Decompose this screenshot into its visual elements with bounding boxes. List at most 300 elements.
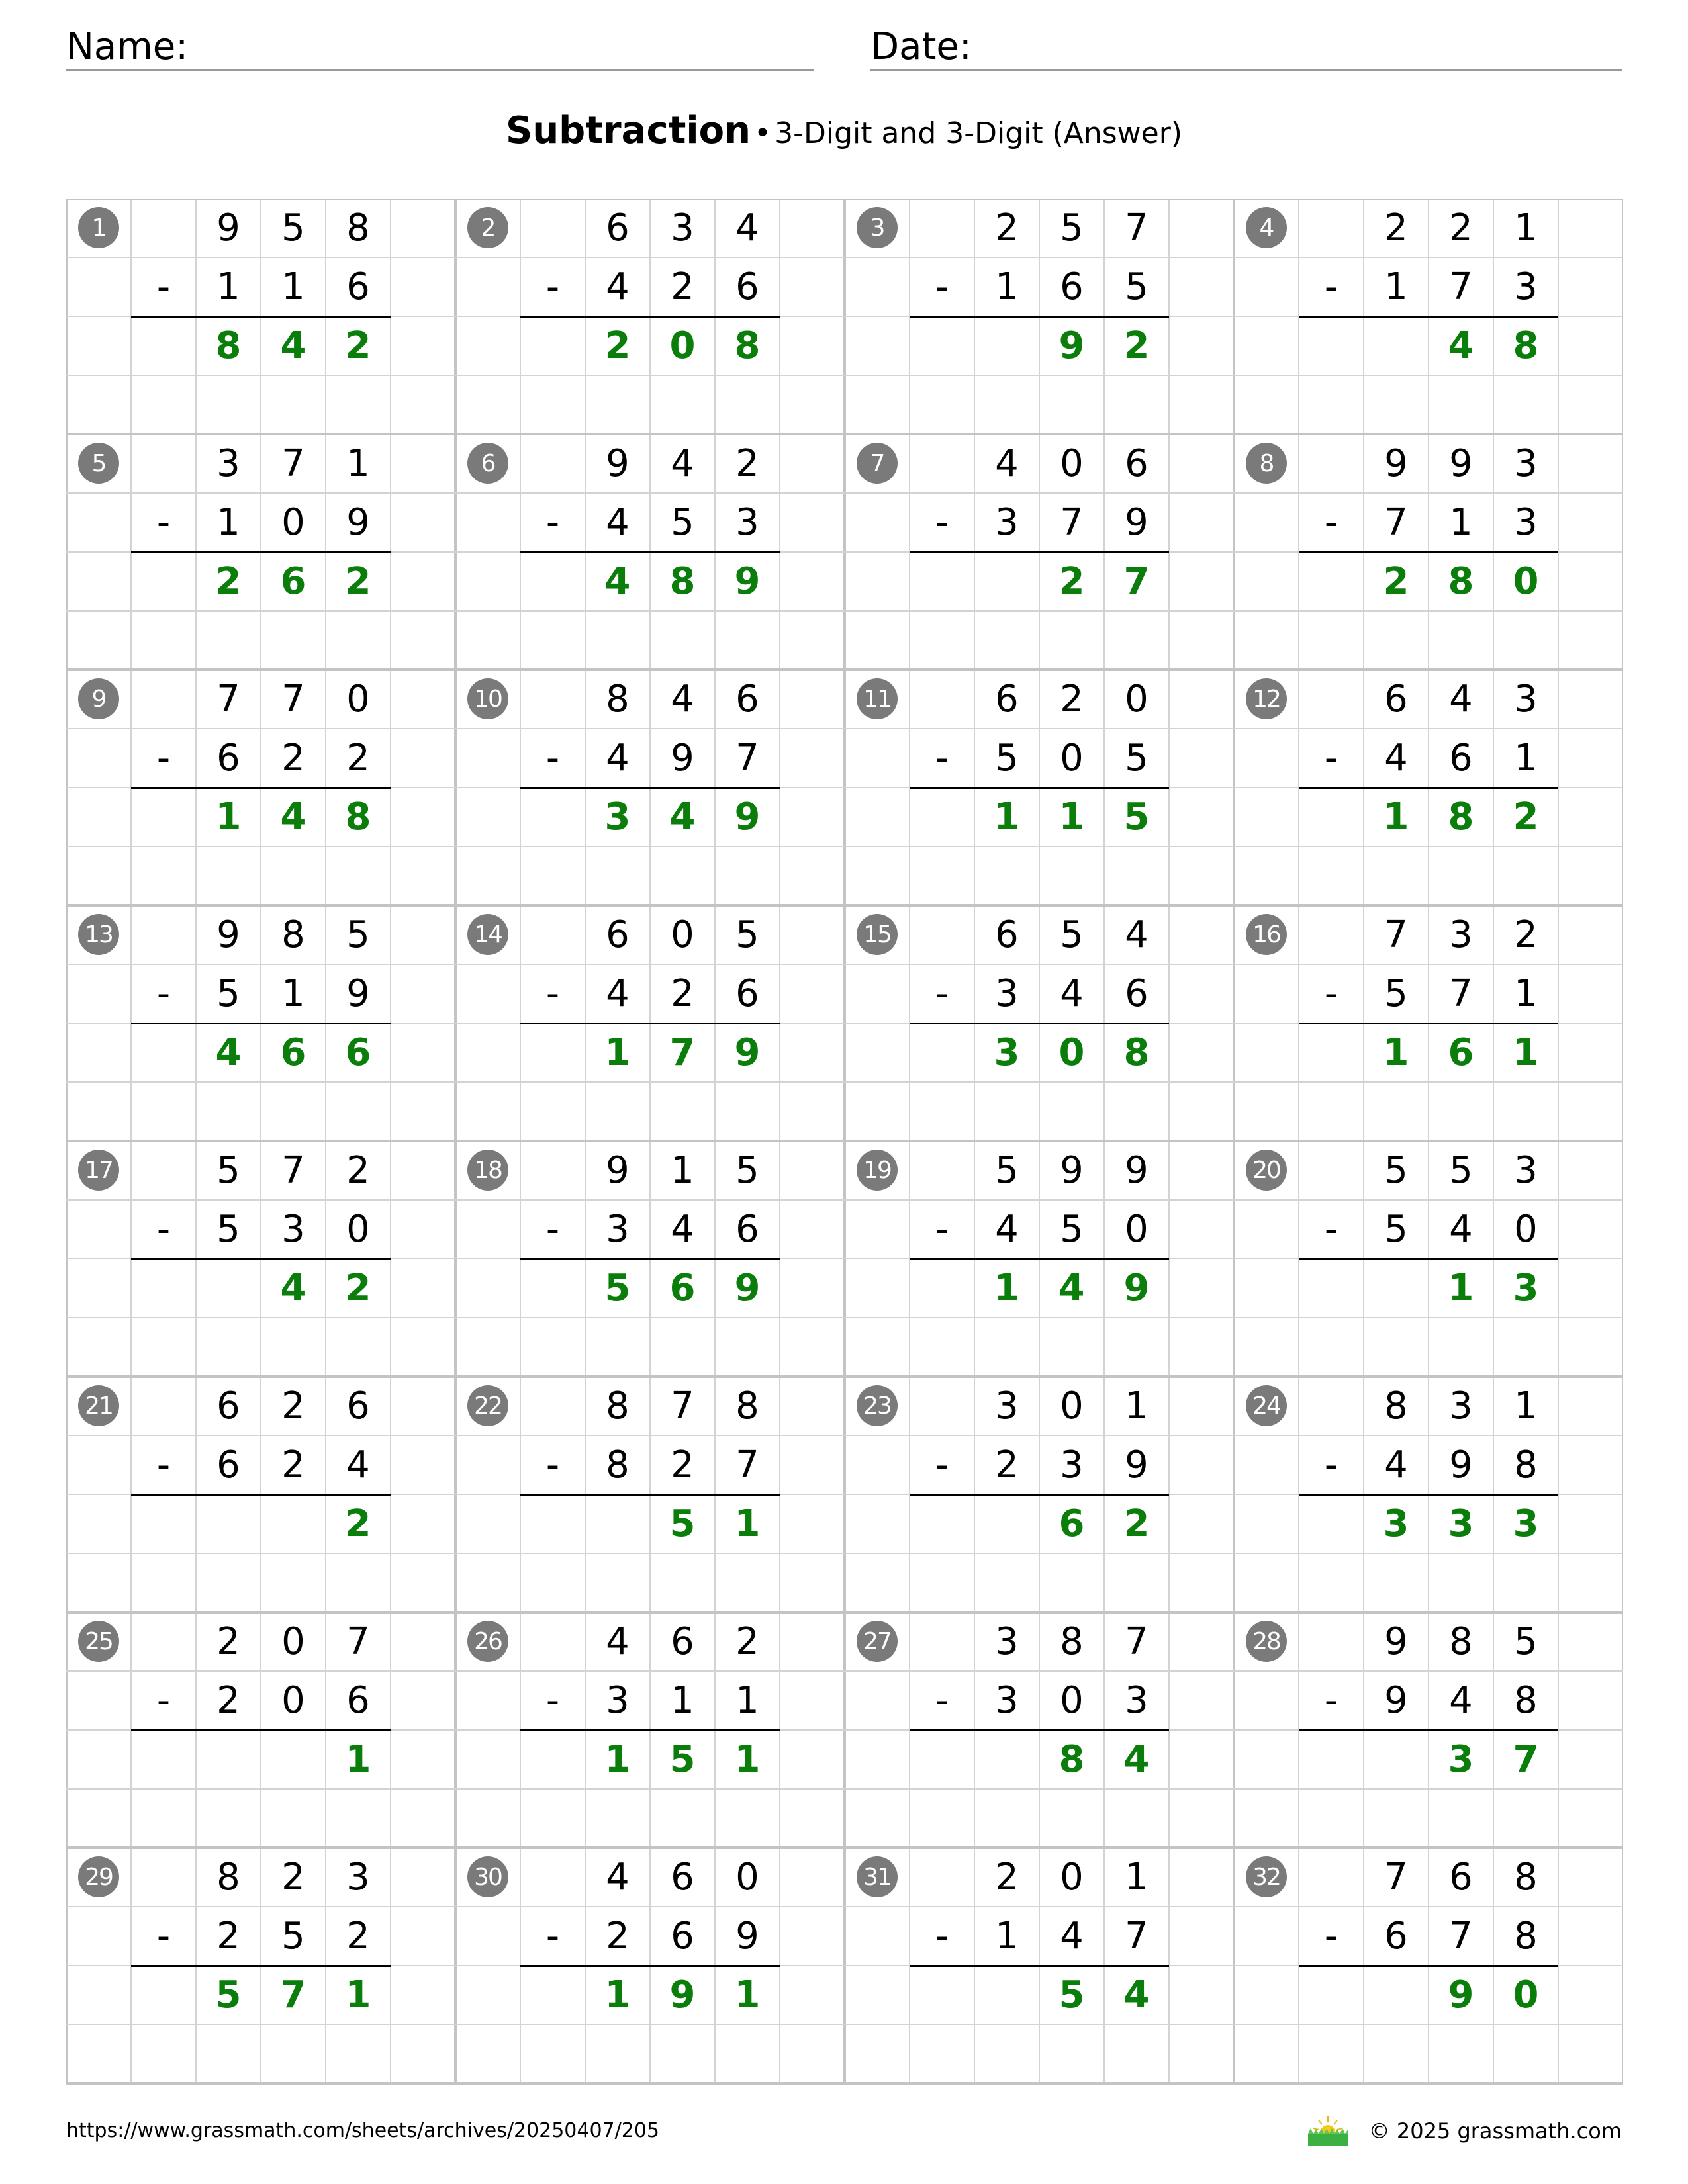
subtrahend-digit: 4 [1060, 972, 1084, 1015]
minuend-digit: 4 [1449, 677, 1473, 721]
answer-digit: 9 [1123, 1266, 1150, 1310]
subtrahend-digit: 6 [735, 265, 759, 308]
minuend-digit: 3 [1449, 913, 1473, 956]
minuend-digit: 1 [1514, 1384, 1538, 1428]
subtrahend-digit: 4 [671, 1207, 694, 1251]
answer-digit: 2 [345, 1266, 371, 1310]
minus-sign: - [935, 500, 949, 544]
subtrahend-digit: 5 [1384, 1207, 1408, 1251]
minuend-digit: 1 [1125, 1384, 1149, 1428]
minus-sign: - [1324, 265, 1338, 308]
subtrahend-digit: 9 [346, 972, 370, 1015]
subtrahend-digit: 6 [1449, 736, 1473, 780]
minus-sign: - [156, 1914, 171, 1958]
answer-digit: 5 [604, 1266, 631, 1310]
minuend-digit: 9 [606, 441, 630, 485]
answer-digit: 4 [215, 1030, 242, 1074]
problem-number-badge: 2 [467, 207, 508, 248]
minuend-digit: 2 [1449, 206, 1473, 250]
answer-digit: 2 [345, 559, 371, 603]
minuend-digit: 7 [281, 441, 305, 485]
problem-number-badge: 6 [467, 443, 508, 484]
minuend-digit: 9 [216, 206, 240, 250]
problem-number-badge: 19 [857, 1150, 898, 1191]
minuend-digit: 2 [1384, 206, 1408, 250]
subtrahend-digit: 8 [1514, 1443, 1538, 1486]
subtrahend-digit: 4 [606, 972, 630, 1015]
minus-sign: - [156, 265, 171, 308]
minuend-digit: 2 [346, 1148, 370, 1192]
minuend-digit: 8 [281, 913, 305, 956]
minuend-digit: 5 [216, 1148, 240, 1192]
minus-sign: - [156, 500, 171, 544]
answer-digit: 4 [669, 795, 696, 839]
answer-digit: 2 [1123, 1502, 1150, 1545]
answer-digit: 6 [1058, 1502, 1085, 1545]
answer-digit: 9 [1058, 324, 1085, 367]
minus-sign: - [1324, 500, 1338, 544]
minuend-digit: 3 [346, 1855, 370, 1899]
answer-digit: 2 [604, 324, 631, 367]
answer-digit: 8 [215, 324, 242, 367]
subtrahend-digit: 3 [606, 1678, 630, 1722]
subtrahend-digit: 2 [606, 1914, 630, 1958]
problem-number-badge: 29 [78, 1856, 119, 1897]
answer-digit: 1 [215, 795, 242, 839]
subtrahend-digit: 2 [346, 736, 370, 780]
answer-digit: 9 [734, 1030, 761, 1074]
minuend-digit: 6 [671, 1619, 694, 1663]
minuend-digit: 9 [1125, 1148, 1149, 1192]
answer-digit: 0 [669, 324, 696, 367]
subtrahend-digit: 7 [1125, 1914, 1149, 1958]
problem-number-badge: 31 [857, 1856, 898, 1897]
subtrahend-digit: 8 [1514, 1914, 1538, 1958]
subtrahend-digit: 9 [735, 1914, 759, 1958]
subtrahend-digit: 6 [216, 736, 240, 780]
subtrahend-digit: 3 [1125, 1678, 1149, 1722]
answer-digit: 1 [1448, 1266, 1474, 1310]
subtrahend-digit: 5 [216, 972, 240, 1015]
minuend-digit: 5 [995, 1148, 1019, 1192]
answer-digit: 1 [994, 1266, 1020, 1310]
subtrahend-digit: 9 [346, 500, 370, 544]
minus-sign: - [935, 736, 949, 780]
minus-sign: - [935, 1678, 949, 1722]
date-field[interactable] [870, 20, 1622, 71]
minuend-digit: 6 [606, 913, 630, 956]
minuend-digit: 5 [735, 913, 759, 956]
minuend-digit: 0 [1060, 1855, 1084, 1899]
answer-digit: 8 [1448, 559, 1474, 603]
subtrahend-digit: 3 [995, 1678, 1019, 1722]
minuend-digit: 7 [281, 1148, 305, 1192]
answer-digit: 8 [669, 559, 696, 603]
problem-number-badge: 14 [467, 914, 508, 955]
problem-number-badge: 7 [857, 443, 898, 484]
answer-digit: 3 [604, 795, 631, 839]
minus-sign: - [935, 1207, 949, 1251]
minuend-digit: 2 [995, 206, 1019, 250]
minus-sign: - [156, 1207, 171, 1251]
problem-number-badge: 28 [1246, 1621, 1287, 1662]
answer-digit: 3 [994, 1030, 1020, 1074]
subtrahend-digit: 3 [1060, 1443, 1084, 1486]
subtrahend-digit: 5 [281, 1914, 305, 1958]
minuend-digit: 4 [606, 1855, 630, 1899]
minuend-digit: 0 [671, 913, 694, 956]
minuend-digit: 7 [671, 1384, 694, 1428]
minuend-digit: 4 [606, 1619, 630, 1663]
minuend-digit: 6 [1449, 1855, 1473, 1899]
minuend-digit: 8 [1384, 1384, 1408, 1428]
minuend-digit: 1 [671, 1148, 694, 1192]
answer-digit: 6 [345, 1030, 371, 1074]
minuend-digit: 4 [995, 441, 1019, 485]
minus-sign: - [1324, 1207, 1338, 1251]
minuend-digit: 6 [216, 1384, 240, 1428]
title-subtitle: 3-Digit and 3-Digit (Answer) [774, 116, 1182, 150]
subtrahend-digit: 0 [281, 500, 305, 544]
answer-digit: 7 [1123, 559, 1150, 603]
answer-digit: 9 [734, 559, 761, 603]
problem-number-badge: 16 [1246, 914, 1287, 955]
answer-digit: 3 [1513, 1502, 1539, 1545]
subtrahend-digit: 7 [1384, 500, 1408, 544]
subtrahend-digit: 0 [1060, 1678, 1084, 1722]
subtrahend-digit: 4 [1060, 1914, 1084, 1958]
answer-digit: 3 [1448, 1737, 1474, 1781]
answer-digit: 5 [215, 1973, 242, 2017]
minuend-digit: 8 [606, 1384, 630, 1428]
answer-digit: 8 [1058, 1737, 1085, 1781]
answer-digit: 7 [280, 1973, 306, 2017]
problem-number-badge: 1 [78, 207, 119, 248]
minuend-digit: 5 [1514, 1619, 1538, 1663]
problem-number-badge: 9 [78, 678, 119, 719]
minuend-digit: 0 [735, 1855, 759, 1899]
answer-digit: 7 [669, 1030, 696, 1074]
minus-sign: - [156, 972, 171, 1015]
minuend-digit: 2 [735, 441, 759, 485]
answer-digit: 6 [280, 559, 306, 603]
minuend-digit: 8 [216, 1855, 240, 1899]
minuend-digit: 1 [346, 441, 370, 485]
minuend-digit: 8 [606, 677, 630, 721]
subtrahend-digit: 6 [735, 1207, 759, 1251]
minuend-digit: 4 [1125, 913, 1149, 956]
answer-digit: 9 [734, 1266, 761, 1310]
answer-digit: 1 [734, 1502, 761, 1545]
worksheet-title [0, 106, 1688, 159]
minus-sign: - [545, 972, 560, 1015]
subtrahend-digit: 3 [995, 500, 1019, 544]
answer-digit: 1 [1058, 795, 1085, 839]
problem-number-badge: 24 [1246, 1385, 1287, 1426]
minuend-digit: 5 [281, 206, 305, 250]
problem-number-badge: 26 [467, 1621, 508, 1662]
minuend-digit: 8 [735, 1384, 759, 1428]
minus-sign: - [545, 500, 560, 544]
answer-digit: 6 [669, 1266, 696, 1310]
minus-sign: - [935, 1914, 949, 1958]
date-label: Date: [870, 25, 972, 68]
subtrahend-digit: 9 [1125, 500, 1149, 544]
minus-sign: - [545, 736, 560, 780]
minuend-digit: 8 [1449, 1619, 1473, 1663]
subtrahend-digit: 3 [735, 500, 759, 544]
subtrahend-digit: 6 [346, 265, 370, 308]
answer-digit: 2 [345, 1502, 371, 1545]
minus-sign: - [935, 1443, 949, 1486]
subtrahend-digit: 1 [735, 1678, 759, 1722]
subtrahend-digit: 6 [1125, 972, 1149, 1015]
subtrahend-digit: 1 [1449, 500, 1473, 544]
footer-url[interactable]: https://www.grassmath.com/sheets/archives/20250407/205 [66, 2119, 660, 2142]
subtrahend-digit: 6 [216, 1443, 240, 1486]
answer-digit: 8 [1513, 324, 1539, 367]
minuend-digit: 2 [735, 1619, 759, 1663]
subtrahend-digit: 2 [671, 972, 694, 1015]
minuend-digit: 4 [671, 441, 694, 485]
name-label: Name: [66, 25, 189, 68]
answer-digit: 1 [345, 1737, 371, 1781]
minuend-digit: 8 [1514, 1855, 1538, 1899]
answer-digit: 5 [1058, 1973, 1085, 2017]
footer-branding [1304, 2115, 1622, 2148]
problem-number-badge: 11 [857, 678, 898, 719]
problem-number-badge: 18 [467, 1150, 508, 1191]
answer-digit: 6 [280, 1030, 306, 1074]
answer-digit: 2 [1058, 559, 1085, 603]
answer-digit: 8 [345, 795, 371, 839]
problem-number-badge: 20 [1246, 1150, 1287, 1191]
answer-digit: 4 [280, 795, 306, 839]
minuend-digit: 9 [216, 913, 240, 956]
answer-digit: 1 [994, 795, 1020, 839]
answer-digit: 4 [604, 559, 631, 603]
minuend-digit: 0 [346, 677, 370, 721]
subtrahend-digit: 4 [995, 1207, 1019, 1251]
minuend-digit: 3 [1514, 441, 1538, 485]
answer-digit: 0 [1513, 559, 1539, 603]
minuend-digit: 2 [281, 1384, 305, 1428]
problem-number-badge: 23 [857, 1385, 898, 1426]
minus-sign: - [545, 1207, 560, 1251]
subtrahend-digit: 2 [216, 1678, 240, 1722]
subtrahend-digit: 4 [1384, 736, 1408, 780]
answer-digit: 0 [1513, 1973, 1539, 2017]
minus-sign: - [1324, 736, 1338, 780]
minuend-digit: 6 [346, 1384, 370, 1428]
minuend-digit: 5 [735, 1148, 759, 1192]
minuend-digit: 7 [1125, 1619, 1149, 1663]
minuend-digit: 5 [346, 913, 370, 956]
footer [66, 2115, 1622, 2148]
subtrahend-digit: 5 [1125, 265, 1149, 308]
title-separator: • [754, 116, 771, 150]
minus-sign: - [156, 736, 171, 780]
minuend-digit: 5 [1449, 1148, 1473, 1192]
minus-sign: - [545, 1914, 560, 1958]
answer-digit: 1 [734, 1973, 761, 2017]
subtrahend-digit: 1 [995, 265, 1019, 308]
subtrahend-digit: 5 [1125, 736, 1149, 780]
subtrahend-digit: 1 [995, 1914, 1019, 1958]
minus-sign: - [1324, 1914, 1338, 1958]
subtrahend-digit: 5 [1384, 972, 1408, 1015]
minus-sign: - [935, 265, 949, 308]
subtrahend-digit: 9 [671, 736, 694, 780]
subtrahend-digit: 6 [671, 1914, 694, 1958]
subtrahend-digit: 9 [1125, 1443, 1149, 1486]
subtrahend-digit: 7 [735, 1443, 759, 1486]
subtrahend-digit: 1 [281, 972, 305, 1015]
minuend-digit: 4 [671, 677, 694, 721]
subtrahend-digit: 2 [346, 1914, 370, 1958]
minuend-digit: 6 [735, 677, 759, 721]
answer-digit: 9 [669, 1973, 696, 2017]
answer-digit: 3 [1383, 1502, 1409, 1545]
answer-digit: 6 [1448, 1030, 1474, 1074]
minus-sign: - [156, 1443, 171, 1486]
answer-digit: 7 [1513, 1737, 1539, 1781]
minuend-digit: 3 [1514, 677, 1538, 721]
subtrahend-digit: 1 [1514, 972, 1538, 1015]
problem-number-badge: 27 [857, 1621, 898, 1662]
minuend-digit: 0 [1125, 677, 1149, 721]
subtrahend-digit: 0 [281, 1678, 305, 1722]
problem-number-badge: 30 [467, 1856, 508, 1897]
answer-digit: 5 [669, 1502, 696, 1545]
minuend-digit: 7 [1384, 1855, 1408, 1899]
subtrahend-digit: 6 [346, 1678, 370, 1722]
answer-digit: 1 [345, 1973, 371, 2017]
subtrahend-digit: 4 [1449, 1678, 1473, 1722]
subtrahend-digit: 6 [1384, 1914, 1408, 1958]
answer-digit: 1 [1383, 795, 1409, 839]
minuend-digit: 5 [1060, 206, 1084, 250]
answer-digit: 2 [345, 324, 371, 367]
subtrahend-digit: 0 [346, 1207, 370, 1251]
minuend-digit: 5 [1384, 1148, 1408, 1192]
minuend-digit: 6 [671, 1855, 694, 1899]
minuend-digit: 5 [1060, 913, 1084, 956]
problem-grid [66, 199, 1623, 2085]
subtrahend-digit: 3 [995, 972, 1019, 1015]
minuend-digit: 2 [216, 1619, 240, 1663]
minuend-digit: 8 [346, 206, 370, 250]
subtrahend-digit: 7 [1449, 972, 1473, 1015]
minuend-digit: 2 [1514, 913, 1538, 956]
copyright-text: © 2025 grassmath.com [1368, 2118, 1622, 2144]
subtrahend-digit: 6 [735, 972, 759, 1015]
answer-digit: 4 [280, 324, 306, 367]
problem-number-badge: 5 [78, 443, 119, 484]
minuend-digit: 7 [346, 1619, 370, 1663]
subtrahend-digit: 3 [606, 1207, 630, 1251]
minus-sign: - [1324, 972, 1338, 1015]
subtrahend-digit: 5 [1060, 1207, 1084, 1251]
minus-sign: - [1324, 1443, 1338, 1486]
subtrahend-digit: 1 [281, 265, 305, 308]
answer-digit: 4 [1123, 1973, 1150, 2017]
subtrahend-digit: 3 [1514, 265, 1538, 308]
subtrahend-digit: 4 [346, 1443, 370, 1486]
problem-number-badge: 17 [78, 1150, 119, 1191]
minus-sign: - [935, 972, 949, 1015]
minuend-digit: 3 [995, 1384, 1019, 1428]
subtrahend-digit: 4 [606, 736, 630, 780]
answer-digit: 2 [1123, 324, 1150, 367]
answer-digit: 3 [1513, 1266, 1539, 1310]
minuend-digit: 8 [1060, 1619, 1084, 1663]
problem-number-badge: 22 [467, 1385, 508, 1426]
minus-sign: - [545, 1678, 560, 1722]
title-main: Subtraction [505, 109, 751, 152]
subtrahend-digit: 2 [281, 736, 305, 780]
answer-digit: 4 [1123, 1737, 1150, 1781]
answer-digit: 2 [1383, 559, 1409, 603]
subtrahend-digit: 1 [216, 500, 240, 544]
subtrahend-digit: 0 [1125, 1207, 1149, 1251]
subtrahend-digit: 1 [1384, 265, 1408, 308]
minuend-digit: 3 [995, 1619, 1019, 1663]
minuend-digit: 9 [1384, 1619, 1408, 1663]
minuend-digit: 6 [1125, 441, 1149, 485]
subtrahend-digit: 7 [1449, 265, 1473, 308]
subtrahend-digit: 7 [1060, 500, 1084, 544]
answer-digit: 1 [1383, 1030, 1409, 1074]
minuend-digit: 6 [606, 206, 630, 250]
minus-sign: - [545, 265, 560, 308]
answer-digit: 1 [1513, 1030, 1539, 1074]
minuend-digit: 7 [281, 677, 305, 721]
answer-digit: 4 [1448, 324, 1474, 367]
answer-digit: 1 [604, 1737, 631, 1781]
subtrahend-digit: 7 [735, 736, 759, 780]
subtrahend-digit: 2 [216, 1914, 240, 1958]
minuend-digit: 1 [1125, 1855, 1149, 1899]
problem-number-badge: 3 [857, 207, 898, 248]
problem-number-badge: 10 [467, 678, 508, 719]
subtrahend-digit: 6 [1060, 265, 1084, 308]
problem-number-badge: 32 [1246, 1856, 1287, 1897]
subtrahend-digit: 0 [1514, 1207, 1538, 1251]
problem-number-badge: 8 [1246, 443, 1287, 484]
minus-sign: - [156, 1678, 171, 1722]
minuend-digit: 9 [1060, 1148, 1084, 1192]
answer-digit: 1 [604, 1973, 631, 2017]
answer-digit: 5 [669, 1737, 696, 1781]
minuend-digit: 3 [1514, 1148, 1538, 1192]
subtrahend-digit: 8 [1514, 1678, 1538, 1722]
minuend-digit: 2 [1060, 677, 1084, 721]
subtrahend-digit: 0 [1060, 736, 1084, 780]
minuend-digit: 1 [1514, 206, 1538, 250]
answer-digit: 4 [280, 1266, 306, 1310]
answer-digit: 8 [734, 324, 761, 367]
problem-number-badge: 4 [1246, 207, 1287, 248]
minuend-digit: 7 [1125, 206, 1149, 250]
minuend-digit: 6 [995, 913, 1019, 956]
answer-digit: 2 [1513, 795, 1539, 839]
subtrahend-digit: 2 [281, 1443, 305, 1486]
problem-number-badge: 12 [1246, 678, 1287, 719]
subtrahend-digit: 4 [606, 500, 630, 544]
name-field[interactable] [66, 20, 814, 71]
answer-digit: 0 [1058, 1030, 1085, 1074]
